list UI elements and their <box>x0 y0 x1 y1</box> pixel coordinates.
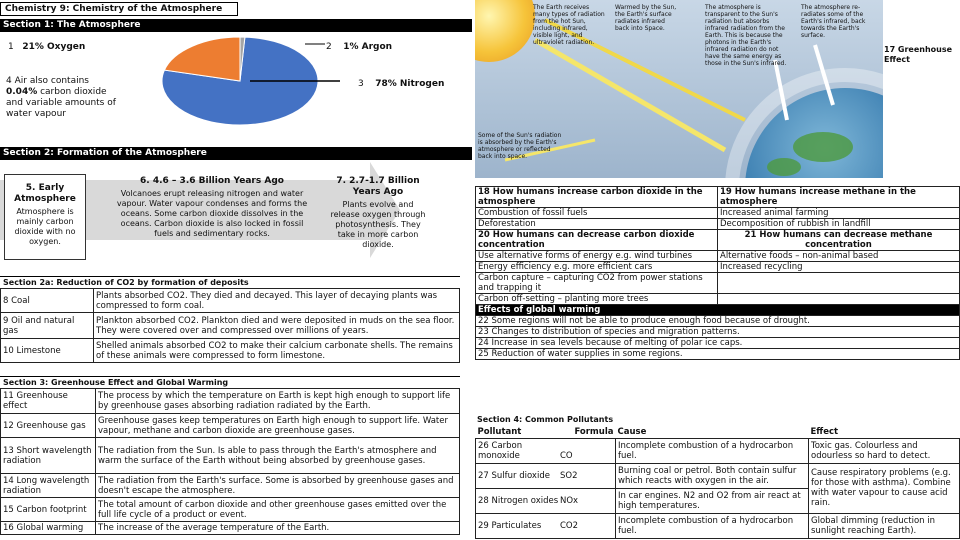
table-row <box>476 349 960 360</box>
row-label: 9 Oil and natural gas <box>1 313 94 339</box>
section-4-header: Section 4: Common Pollutants <box>477 415 614 424</box>
diagram-caption-2: Warmed by the Sun, the Earth's surface radiates infrared back into Space. <box>615 4 677 32</box>
section-3-header: Section 3: Greenhouse Effect and Global Warming <box>0 376 460 389</box>
row-label: 13 Short wavelength radiation <box>1 438 96 474</box>
label-number: 2 <box>326 42 332 52</box>
row-text: The total amount of carbon dioxide and other greenhouse gases emitted over the full life cycle of a product or event. <box>96 498 460 522</box>
cell: Deforestation <box>476 219 718 230</box>
page-title: Chemistry 9: Chemistry of the Atmosphere <box>0 2 238 16</box>
row-label: 15 Carbon footprint <box>1 498 96 522</box>
col-effect: Effect <box>810 426 839 437</box>
col-cause: Cause <box>617 426 647 437</box>
formula: SO2 <box>560 470 578 481</box>
row-text: The increase of the average temperature of the Earth. <box>96 522 460 535</box>
pollutant-cell <box>476 438 616 463</box>
table-row <box>1 474 460 498</box>
table-header-row <box>476 426 960 438</box>
diagram-caption-5: Some of the Sun's radiation is absorbed by the Earth's atmosphere or reflected back into space. <box>478 132 562 160</box>
row-label: 14 Long wavelength radiation <box>1 474 96 498</box>
cause: Incomplete combustion of a hydrocarbon fuel. <box>616 438 809 463</box>
row-text: The process by which the temperature on Earth is kept high enough to support life by greenhouse gases absorbing radiation radiated by the Earth. <box>96 389 460 414</box>
label-number: 1 <box>8 42 14 52</box>
human-impact-table <box>475 186 960 360</box>
col-formula: Formula <box>574 426 614 437</box>
heading-20: 20 How humans can decrease carbon dioxide concentration <box>476 230 718 251</box>
table-row <box>476 316 960 327</box>
effect: Toxic gas. Colourless and odourless so hard to detect. <box>809 438 960 463</box>
box-body: Volcanoes erupt releasing nitrogen and water vapour. Water vapour condenses and forms the oceans. Some carbon dioxide dissolves in the oceans. Carbon dioxide is also locked in fossil fuels and sedimentary rocks. <box>116 189 308 238</box>
table-row <box>476 251 960 262</box>
table-row <box>1 498 460 522</box>
row-text: The radiation from the Earth's surface. Some is absorbed by greenhouse gases and doesn't escape the atmosphere. <box>96 474 460 498</box>
greenhouse-diagram <box>475 0 883 178</box>
box-body: Plants evolve and release oxygen through photosynthesis. They take in more carbon dioxide. <box>330 200 426 249</box>
cell: Carbon capture – capturing CO2 from power stations and trapping it <box>476 273 718 294</box>
row-text: Shelled animals absorbed CO2 to make their calcium carbonate shells. The remains of these animals were compressed to form limestone. <box>94 339 460 363</box>
argon-label: 1% Argon <box>343 42 393 52</box>
table-row <box>476 219 960 230</box>
cell: Increased animal farming <box>718 208 960 219</box>
air-note-b: 0.04% <box>6 87 38 97</box>
plants-box <box>330 176 426 250</box>
table-row <box>476 305 960 316</box>
effect: Cause respiratory problems (e.g. for those with asthma). Combine with water vapour to cause acid rain. <box>809 463 960 513</box>
pollutant-name: 26 Carbon monoxide <box>478 440 523 461</box>
label-number: 4 <box>6 76 12 86</box>
diagram-caption-4: The atmosphere re-radiates some of the Earth's infrared, back towards the Earth's surface. <box>801 4 866 39</box>
pollutant-cell <box>476 513 616 538</box>
cell <box>718 294 960 305</box>
nitrogen-label: 78% Nitrogen <box>375 79 445 89</box>
pollutant-name: 27 Sulfur dioxide <box>478 470 550 481</box>
table-row <box>476 338 960 349</box>
table-row <box>1 414 460 438</box>
table-row <box>1 289 460 313</box>
effect-item: 24 Increase in sea levels because of melting of polar ice caps. <box>476 338 960 349</box>
effect-item: 23 Changes to distribution of species and migration patterns. <box>476 327 960 338</box>
oxygen-label: 21% Oxygen <box>22 42 86 52</box>
pollutant-name: 28 Nitrogen oxides <box>478 495 559 506</box>
row-text: Plankton absorbed CO2. Plankton died and were deposited in muds on the sea floor. They were covered over and compressed over millions of years. <box>94 313 460 339</box>
heading-21: 21 How humans can decrease methane concentration <box>718 230 960 251</box>
table-row <box>476 294 960 305</box>
table-row <box>1 438 460 474</box>
cause: In car engines. N2 and O2 from air react at high temperatures. <box>616 488 809 513</box>
section-2a-header: Section 2a: Reduction of CO2 by formation of deposits <box>0 276 460 289</box>
cell: Increased recycling <box>718 262 960 273</box>
heading-19: 19 How humans increase methane in the atmosphere <box>718 187 960 208</box>
effect-item: 22 Some regions will not be able to produce enough food because of drought. <box>476 316 960 327</box>
effect-item: 25 Reduction of water supplies in some regions. <box>476 349 960 360</box>
reradiated-arrow <box>815 45 833 105</box>
cell: Energy efficiency e.g. more efficient cars <box>476 262 718 273</box>
atmosphere-pie-chart <box>160 34 340 134</box>
early-atmosphere-box <box>4 174 86 260</box>
infrared-arrow <box>775 60 787 120</box>
label-number: 3 <box>358 79 364 89</box>
row-label: 12 Greenhouse gas <box>1 414 96 438</box>
box-body: Atmosphere is mainly carbon dioxide with no oxygen. <box>14 207 76 246</box>
table-row <box>476 208 960 219</box>
formula: CO2 <box>560 520 579 531</box>
cell <box>718 273 960 294</box>
table-row <box>476 327 960 338</box>
diagram-caption-1: The Earth receives many types of radiation from the hot Sun, including infrared, visible light, and ultraviolet radiation. <box>533 4 605 46</box>
section-1-header: Section 1: The Atmosphere <box>0 19 472 32</box>
pollutants-table <box>475 426 960 539</box>
box-title: 7. 2.7-1.7 Billion Years Ago <box>336 176 420 197</box>
row-label: 11 Greenhouse effect <box>1 389 96 414</box>
effects-header: Effects of global warming <box>476 305 960 316</box>
pollutant-name: 29 Particulates <box>478 520 542 531</box>
table-row <box>1 313 460 339</box>
cause: Incomplete combustion of a hydrocarbon fuel. <box>616 513 809 538</box>
cell: Decomposition of rubbish in landfill <box>718 219 960 230</box>
formula: CO <box>560 450 573 461</box>
table-row <box>1 339 460 363</box>
air-note-c: carbon dioxide and variable amounts of water vapour <box>6 87 116 119</box>
cell: Combustion of fossil fuels <box>476 208 718 219</box>
row-text: Greenhouse gases keep temperatures on Earth high enough to support life. Water vapour, methane and carbon dioxide are greenhouse gases. <box>96 414 460 438</box>
volcanoes-box <box>112 176 312 239</box>
row-label: 10 Limestone <box>1 339 94 363</box>
table-row <box>476 438 960 463</box>
col-pollutant: Pollutant <box>477 426 522 437</box>
table-row <box>476 273 960 294</box>
cause: Burning coal or petrol. Both contain sulfur which reacts with oxygen in the air. <box>616 463 809 488</box>
pollutant-cell <box>476 463 616 488</box>
table-row <box>1 522 460 535</box>
row-text: The radiation from the Sun. Is able to pass through the Earth's atmosphere and warm the surface of the Earth without being absorbed by greenhouse gases. <box>96 438 460 474</box>
table-row <box>476 463 960 488</box>
effect: Global dimming (reduction in sunlight reaching Earth). <box>809 513 960 538</box>
air-note-a: Air also contains <box>14 76 89 86</box>
cell: Carbon off-setting – planting more trees <box>476 294 718 305</box>
cell: Alternative foods – non-animal based <box>718 251 960 262</box>
air-note <box>6 76 118 120</box>
row-label: 8 Coal <box>1 289 94 313</box>
pie-label-1 <box>8 42 85 53</box>
table-row <box>476 187 960 208</box>
section-2-header: Section 2: Formation of the Atmosphere <box>0 147 472 160</box>
deposits-table <box>0 288 460 363</box>
table-row <box>1 389 460 414</box>
heading-18: 18 How humans increase carbon dioxide in the atmosphere <box>476 187 718 208</box>
formula: NOx <box>560 495 579 506</box>
row-text: Plants absorbed CO2. They died and decayed. This layer of decaying plants was compressed to form coal. <box>94 289 460 313</box>
greenhouse-table <box>0 388 460 535</box>
cell: Use alternative forms of energy e.g. wind turbines <box>476 251 718 262</box>
diagram-caption-3: The atmosphere is transparent to the Sun's radiation but absorbs infrared radiation from the Earth. This is because the photons in the Earth's infrared radiation do not have the same energy as those in the Sun's infrared. <box>705 4 787 67</box>
greenhouse-label: 17 Greenhouse Effect <box>884 45 953 64</box>
table-row <box>476 230 960 251</box>
box-title: 5. Early Atmosphere <box>14 183 76 204</box>
pollutant-cell <box>476 488 616 513</box>
table-row <box>476 262 960 273</box>
table-row <box>476 513 960 538</box>
box-title: 6. 4.6 – 3.6 Billion Years Ago <box>140 176 284 186</box>
pie-label-3 <box>358 79 444 90</box>
row-label: 16 Global warming <box>1 522 96 535</box>
